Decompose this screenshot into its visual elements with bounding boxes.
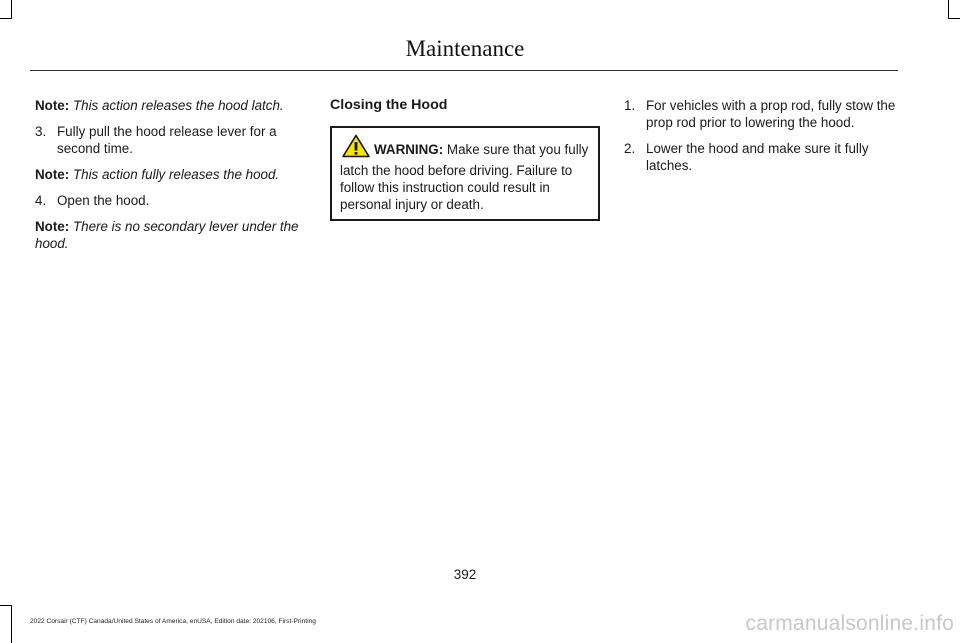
step-text: Fully pull the hood release lever for a second time. xyxy=(57,124,277,156)
note-text: This action releases the hood latch. xyxy=(72,98,284,113)
step-4 xyxy=(35,192,307,209)
column-left xyxy=(35,97,307,261)
warning-triangle-icon xyxy=(342,134,370,162)
step-number: 3. xyxy=(35,124,47,139)
page-number: 392 xyxy=(453,567,477,582)
crop-mark-bottom-left-v xyxy=(11,605,12,643)
step-number: 2. xyxy=(624,141,636,156)
step-number: 4. xyxy=(35,193,47,208)
note-label: Note: xyxy=(35,167,70,182)
column-right xyxy=(624,97,896,183)
page-title: Maintenance xyxy=(405,36,525,61)
crop-mark-top-left-h xyxy=(0,18,12,19)
warning-text: Make sure that you fully latch the hood before driving. Failure to follow this instruction could result in personal injury or death. xyxy=(340,142,589,212)
note-label: Note: xyxy=(35,219,70,234)
step-3 xyxy=(35,123,307,157)
column-middle xyxy=(330,97,600,221)
section-heading: Closing the Hood xyxy=(330,97,448,113)
crop-mark-bottom-left-h xyxy=(0,605,12,606)
crop-mark-top-right-v xyxy=(948,0,949,18)
crop-mark-top-right-h xyxy=(948,18,960,19)
warning-box xyxy=(330,126,600,221)
note-text: There is no secondary lever under the hood. xyxy=(35,219,299,251)
edition-footer: 2022 Corsair (CTF) Canada/United States of America, enUSA, Edition date: 202106, First-Printing xyxy=(30,618,316,625)
step-number: 1. xyxy=(624,98,636,113)
step-text: Open the hood. xyxy=(57,193,150,208)
step-text: For vehicles with a prop rod, fully stow the prop rod prior to lowering the hood. xyxy=(646,98,896,130)
note-text: This action fully releases the hood. xyxy=(72,167,280,182)
step-text: Lower the hood and make sure it fully latches. xyxy=(646,141,869,173)
note-label: Note: xyxy=(35,98,70,113)
warning-label: WARNING: xyxy=(374,142,444,157)
step-2 xyxy=(624,140,896,174)
watermark: carmanualsonline.info xyxy=(745,612,954,635)
note-hood-release xyxy=(35,166,307,183)
crop-mark-top-left-v xyxy=(11,0,12,18)
note-secondary-lever xyxy=(35,218,307,252)
step-1 xyxy=(624,97,896,131)
header-divider xyxy=(30,70,898,71)
note-hood-latch xyxy=(35,97,307,114)
